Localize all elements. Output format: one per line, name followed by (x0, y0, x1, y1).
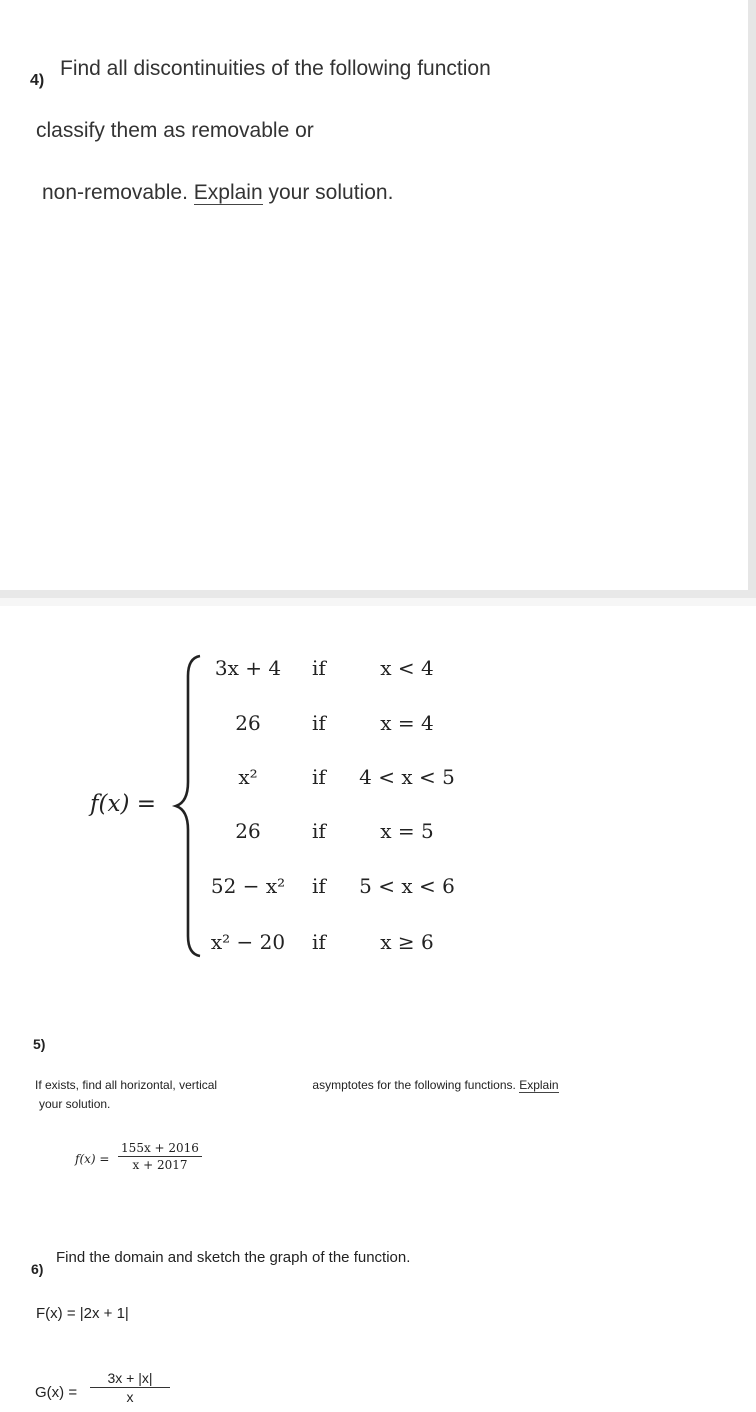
q6-F-function: F(x) = |2x + 1| (36, 1305, 129, 1322)
case-condition: 4 < x < 5 (359, 765, 455, 789)
case-if-keyword: if (312, 819, 326, 843)
case-if-keyword: if (312, 874, 326, 898)
q4-line-1: Find all discontinuities of the following function (60, 57, 491, 80)
q6-G-numerator: 3x + |x| (107, 1370, 153, 1386)
question-number-5: 5) (33, 1036, 46, 1052)
case-if-keyword: if (312, 930, 326, 954)
q4-line-3-a: non-removable. (42, 181, 188, 204)
case-expression: 26 (235, 711, 261, 735)
q5-text-c: asymptotes for the following functions. (310, 1078, 516, 1092)
case-condition: x ≥ 6 (380, 930, 434, 954)
case-condition: x < 4 (380, 656, 434, 680)
q6-text: Find the domain and sketch the graph of the function. (56, 1249, 411, 1266)
q5-text-a: If exists, find all horizontal, vertical (35, 1078, 218, 1092)
case-expression: 3x + 4 (214, 656, 282, 680)
left-brace-icon (170, 652, 206, 960)
question-number-6: 6) (31, 1261, 44, 1277)
case-condition: 5 < x < 6 (359, 874, 455, 898)
fraction-bar (118, 1156, 202, 1157)
q5-text-b: your solution. (39, 1097, 111, 1111)
page-divider (0, 590, 756, 606)
q6-G-denominator: x (126, 1389, 134, 1405)
q6-G-name: G(x) = (35, 1384, 78, 1401)
q4-explain-underlined: Explain (193, 181, 263, 204)
case-if-keyword: if (312, 656, 326, 680)
case-expression: 26 (235, 819, 261, 843)
question-number-4: 4) (30, 72, 45, 89)
fraction-bar (90, 1387, 170, 1388)
page-edge-shadow (748, 0, 756, 590)
q5-fraction (118, 1141, 202, 1172)
case-if-keyword: if (312, 765, 326, 789)
case-expression: 52 − x² (210, 874, 286, 898)
q5-function-name: f(x) = (75, 1152, 110, 1166)
q4-line-2: classify them as removable or (36, 119, 314, 142)
q6-G-fraction (90, 1370, 170, 1405)
case-condition: x = 5 (380, 819, 434, 843)
q5-numerator: 155x + 2016 (121, 1141, 199, 1155)
q4-line-3-c: your solution. (268, 181, 394, 204)
case-condition: x = 4 (380, 711, 434, 735)
q4-line-3 (42, 181, 393, 205)
q5-text-c-line (310, 1078, 559, 1092)
case-if-keyword: if (312, 711, 326, 735)
q5-denominator: x + 2017 (132, 1158, 188, 1172)
case-expression: x² − 20 (210, 930, 286, 954)
q5-explain-underlined: Explain (519, 1078, 559, 1092)
q4-function-name: f(x) = (90, 791, 157, 817)
case-expression: x² (238, 765, 258, 789)
